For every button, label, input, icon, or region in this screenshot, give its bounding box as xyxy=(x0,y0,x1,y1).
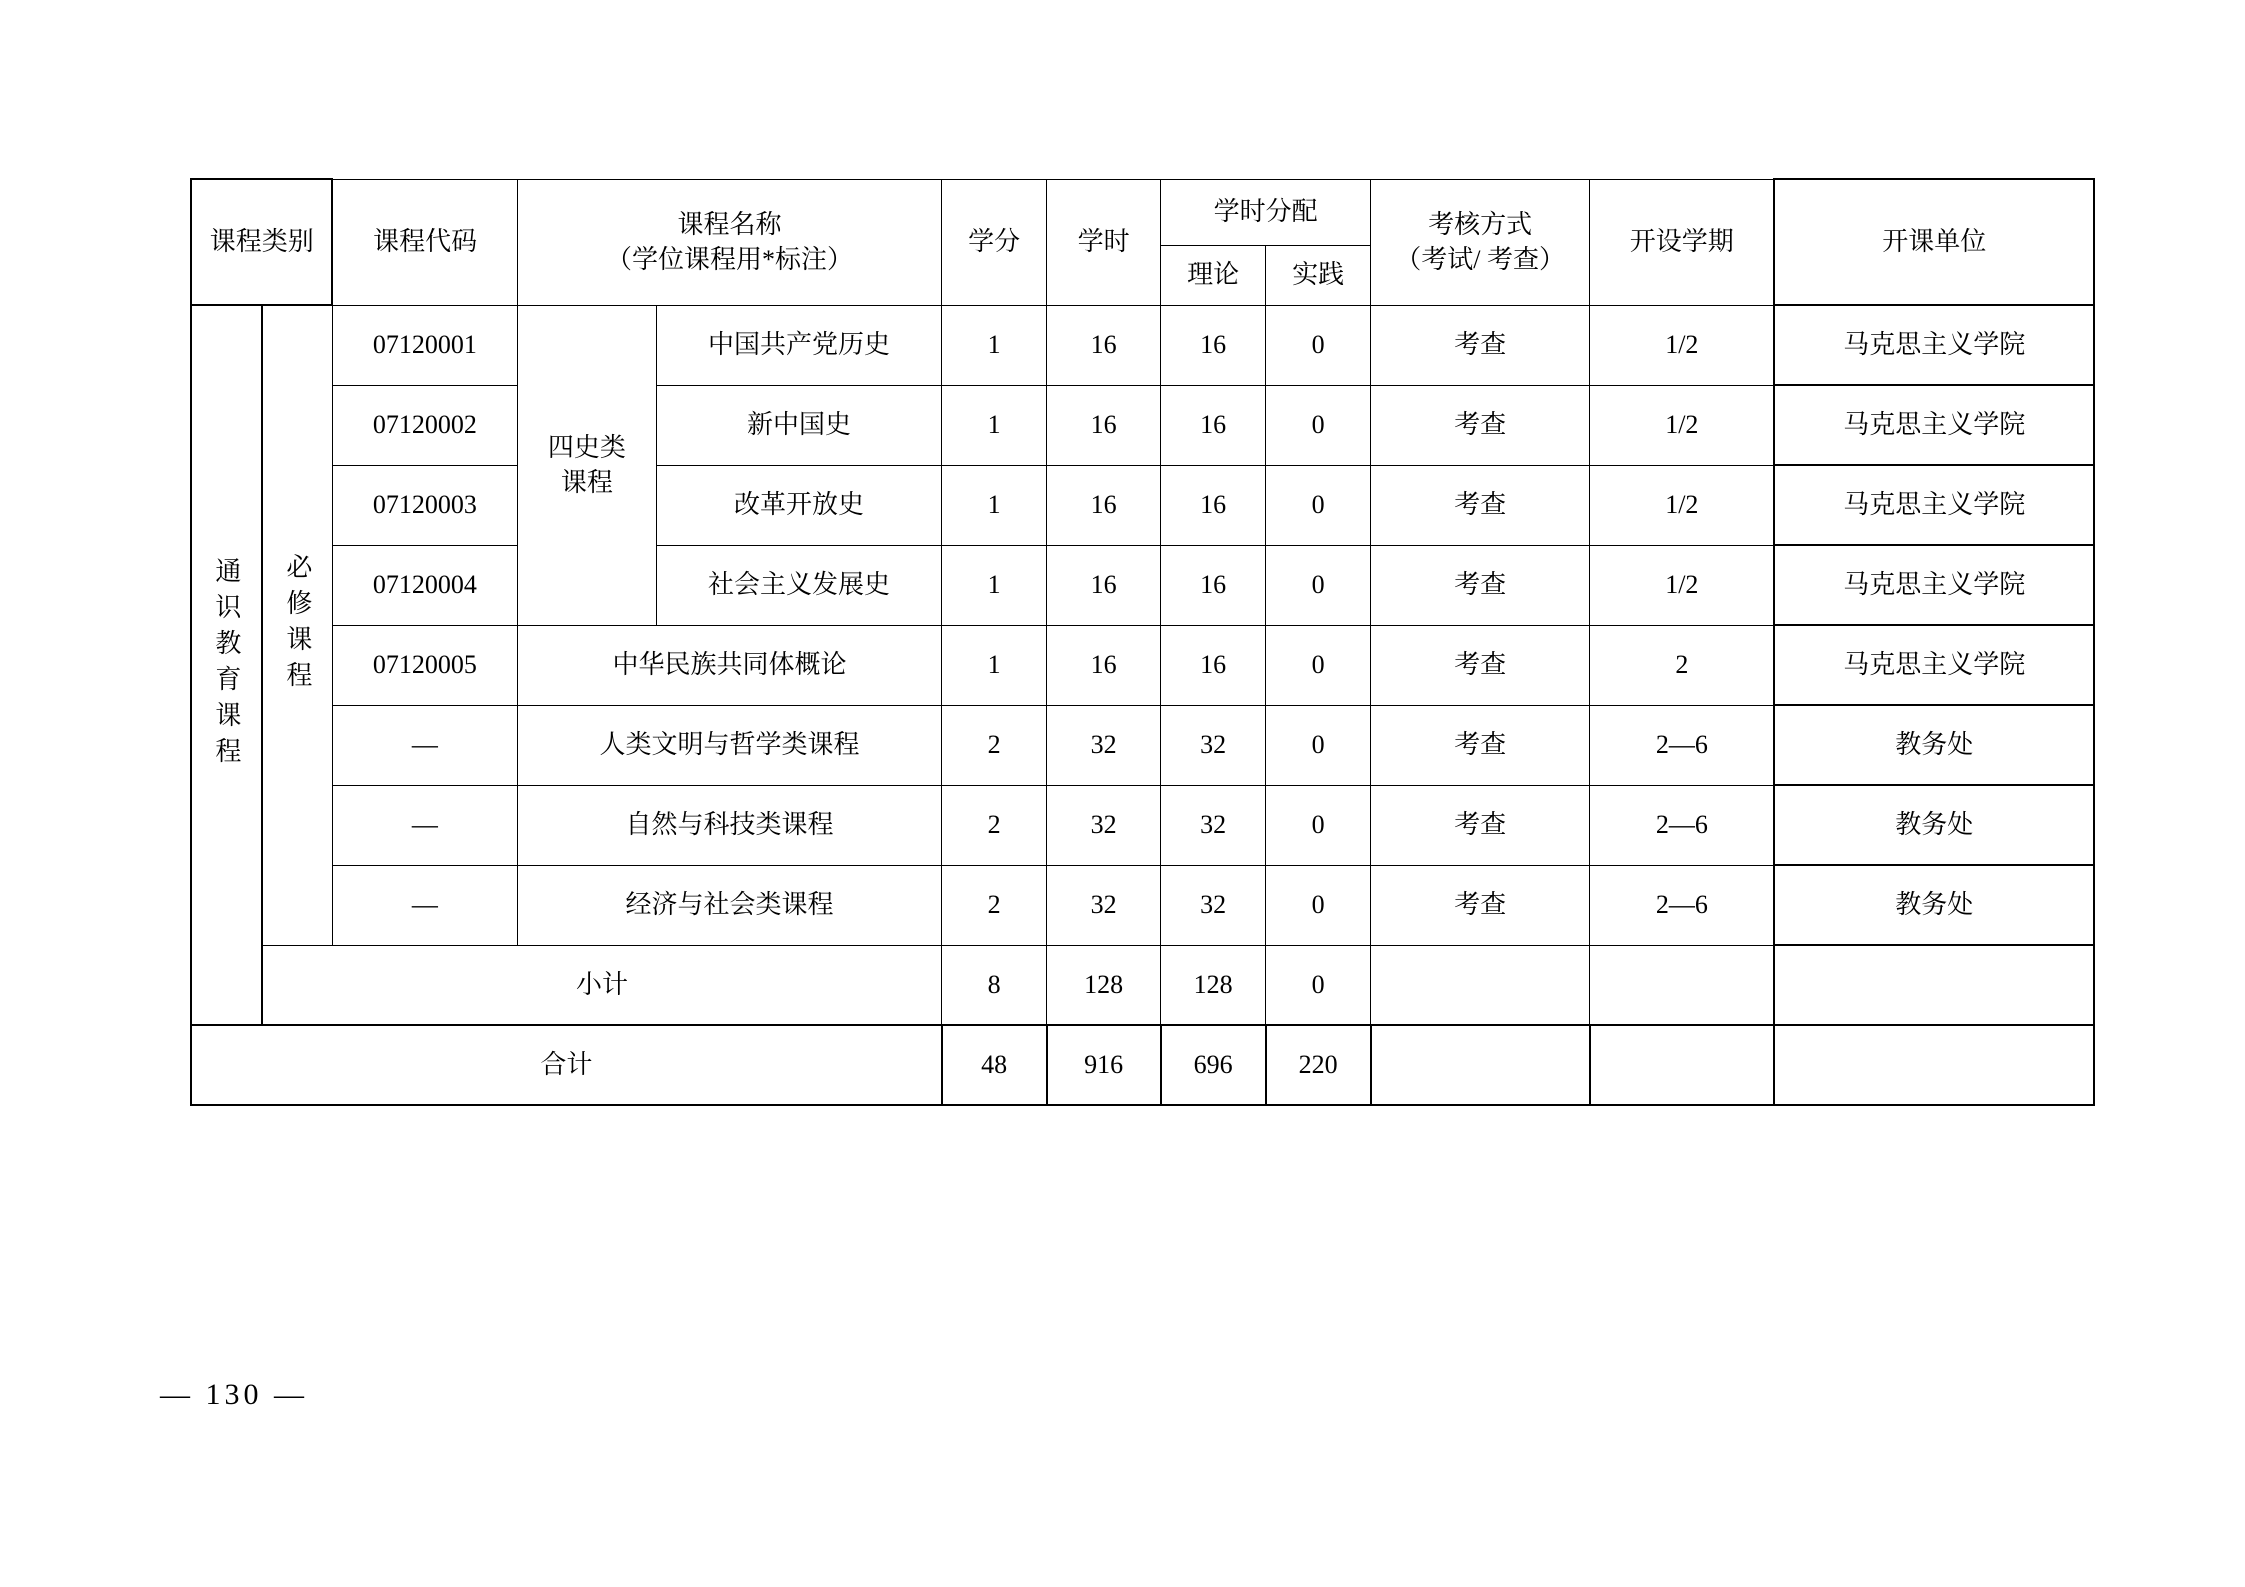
cell-code: 07120004 xyxy=(332,545,517,625)
total-practice: 220 xyxy=(1266,1025,1371,1105)
subtotal-credits: 8 xyxy=(942,945,1047,1025)
cell-credits: 1 xyxy=(942,385,1047,465)
cell-department: 马克思主义学院 xyxy=(1774,385,2094,465)
cell-hours: 16 xyxy=(1047,465,1161,545)
cell-practice: 0 xyxy=(1266,465,1371,545)
cell-credits: 1 xyxy=(942,465,1047,545)
cell-hours: 16 xyxy=(1047,625,1161,705)
cell-code: — xyxy=(332,785,517,865)
cell-course-name: 自然与科技类课程 xyxy=(517,785,941,865)
cell-credits: 2 xyxy=(942,865,1047,945)
table-header xyxy=(191,179,2094,305)
cell-theory: 16 xyxy=(1161,545,1266,625)
subtotal-term xyxy=(1590,945,1775,1025)
cell-theory: 32 xyxy=(1161,705,1266,785)
cell-hours: 32 xyxy=(1047,785,1161,865)
header-assessment-line1: 考核方式 xyxy=(1428,209,1533,239)
cell-course-name: 中国共产党历史 xyxy=(656,305,941,385)
cell-code: 07120003 xyxy=(332,465,517,545)
cell-assessment: 考查 xyxy=(1371,785,1590,865)
cell-course-name: 改革开放史 xyxy=(656,465,941,545)
subtotal-hours: 128 xyxy=(1047,945,1161,1025)
total-term xyxy=(1590,1025,1775,1105)
total-theory: 696 xyxy=(1161,1025,1266,1105)
header-category: 课程类别 xyxy=(191,179,332,305)
cell-term: 2—6 xyxy=(1590,865,1775,945)
cell-hours: 32 xyxy=(1047,705,1161,785)
cell-department: 教务处 xyxy=(1774,865,2094,945)
cell-hours: 16 xyxy=(1047,305,1161,385)
total-department xyxy=(1774,1025,2094,1105)
cell-code: 07120002 xyxy=(332,385,517,465)
cell-theory: 16 xyxy=(1161,625,1266,705)
cell-department: 马克思主义学院 xyxy=(1774,625,2094,705)
cell-code: — xyxy=(332,865,517,945)
cell-assessment: 考查 xyxy=(1371,465,1590,545)
course-table-container xyxy=(190,178,2095,1106)
cell-course-name: 社会主义发展史 xyxy=(656,545,941,625)
cell-course-name: 中华民族共同体概论 xyxy=(517,625,941,705)
table-row xyxy=(191,465,2094,545)
group-label-four-histories-line2: 课程 xyxy=(560,468,613,497)
cell-term: 1/2 xyxy=(1590,385,1775,465)
cell-hours: 16 xyxy=(1047,385,1161,465)
header-code: 课程代码 xyxy=(332,179,517,305)
cell-practice: 0 xyxy=(1266,865,1371,945)
cell-course-name: 人类文明与哲学类课程 xyxy=(517,705,941,785)
cell-assessment: 考查 xyxy=(1371,545,1590,625)
group-label-required: 必修课程 xyxy=(282,553,312,698)
cell-theory: 32 xyxy=(1161,865,1266,945)
table-row xyxy=(191,385,2094,465)
cell-code: — xyxy=(332,705,517,785)
header-assessment-line2: （考试/ 考查） xyxy=(1395,245,1565,274)
cell-department: 教务处 xyxy=(1774,785,2094,865)
header-term: 开设学期 xyxy=(1590,179,1775,305)
cell-practice: 0 xyxy=(1266,785,1371,865)
cell-assessment: 考查 xyxy=(1371,865,1590,945)
cell-term: 1/2 xyxy=(1590,545,1775,625)
cell-practice: 0 xyxy=(1266,305,1371,385)
group-label-four-histories-line1: 四史类 xyxy=(547,432,626,462)
header-row-main xyxy=(191,179,2094,245)
subtotal-department xyxy=(1774,945,2094,1025)
cell-department: 马克思主义学院 xyxy=(1774,545,2094,625)
header-course-name-line1: 课程名称 xyxy=(677,209,782,239)
header-practice: 实践 xyxy=(1266,245,1371,305)
cell-theory: 32 xyxy=(1161,785,1266,865)
cell-term: 1/2 xyxy=(1590,465,1775,545)
cell-code: 07120005 xyxy=(332,625,517,705)
table-row xyxy=(191,785,2094,865)
cell-course-name: 新中国史 xyxy=(656,385,941,465)
table-row xyxy=(191,625,2094,705)
total-label: 合计 xyxy=(191,1025,942,1105)
cell-practice: 0 xyxy=(1266,705,1371,785)
cell-theory: 16 xyxy=(1161,385,1266,465)
page-number: — 130 — xyxy=(160,1378,308,1411)
header-theory: 理论 xyxy=(1161,245,1266,305)
total-credits: 48 xyxy=(942,1025,1047,1105)
cell-theory: 16 xyxy=(1161,305,1266,385)
cell-credits: 1 xyxy=(942,625,1047,705)
cell-group-four-histories xyxy=(517,305,656,625)
cell-practice: 0 xyxy=(1266,625,1371,705)
cell-department: 教务处 xyxy=(1774,705,2094,785)
cell-term: 2—6 xyxy=(1590,705,1775,785)
cell-course-name: 经济与社会类课程 xyxy=(517,865,941,945)
cell-group-general-education xyxy=(191,305,262,1025)
cell-credits: 1 xyxy=(942,545,1047,625)
table-row xyxy=(191,545,2094,625)
cell-department: 马克思主义学院 xyxy=(1774,465,2094,545)
subtotal-assessment xyxy=(1371,945,1590,1025)
total-row xyxy=(191,1025,2094,1105)
cell-assessment: 考查 xyxy=(1371,385,1590,465)
cell-term: 1/2 xyxy=(1590,305,1775,385)
header-assessment xyxy=(1371,179,1590,305)
cell-assessment: 考查 xyxy=(1371,305,1590,385)
total-hours: 916 xyxy=(1047,1025,1161,1105)
header-hours: 学时 xyxy=(1047,179,1161,305)
table-row xyxy=(191,865,2094,945)
header-course-name xyxy=(517,179,941,305)
table-row xyxy=(191,705,2094,785)
cell-assessment: 考查 xyxy=(1371,625,1590,705)
cell-hours: 32 xyxy=(1047,865,1161,945)
cell-credits: 1 xyxy=(942,305,1047,385)
cell-code: 07120001 xyxy=(332,305,517,385)
subtotal-row xyxy=(191,945,2094,1025)
cell-credits: 2 xyxy=(942,705,1047,785)
subtotal-theory: 128 xyxy=(1161,945,1266,1025)
table-row xyxy=(191,305,2094,385)
header-department: 开课单位 xyxy=(1774,179,2094,305)
total-assessment xyxy=(1371,1025,1590,1105)
header-course-name-line2: （学位课程用*标注） xyxy=(605,245,853,274)
header-credits: 学分 xyxy=(942,179,1047,305)
cell-practice: 0 xyxy=(1266,385,1371,465)
course-plan-table xyxy=(190,178,2095,1106)
cell-department: 马克思主义学院 xyxy=(1774,305,2094,385)
cell-hours: 16 xyxy=(1047,545,1161,625)
cell-practice: 0 xyxy=(1266,545,1371,625)
cell-theory: 16 xyxy=(1161,465,1266,545)
group-label-general-education: 通识教育课程 xyxy=(211,557,241,773)
header-hours-allocation: 学时分配 xyxy=(1161,179,1371,245)
cell-term: 2—6 xyxy=(1590,785,1775,865)
subtotal-label: 小计 xyxy=(262,945,942,1025)
cell-credits: 2 xyxy=(942,785,1047,865)
cell-assessment: 考查 xyxy=(1371,705,1590,785)
subtotal-practice: 0 xyxy=(1266,945,1371,1025)
cell-group-required xyxy=(262,305,333,945)
table-body xyxy=(191,305,2094,1105)
cell-term: 2 xyxy=(1590,625,1775,705)
